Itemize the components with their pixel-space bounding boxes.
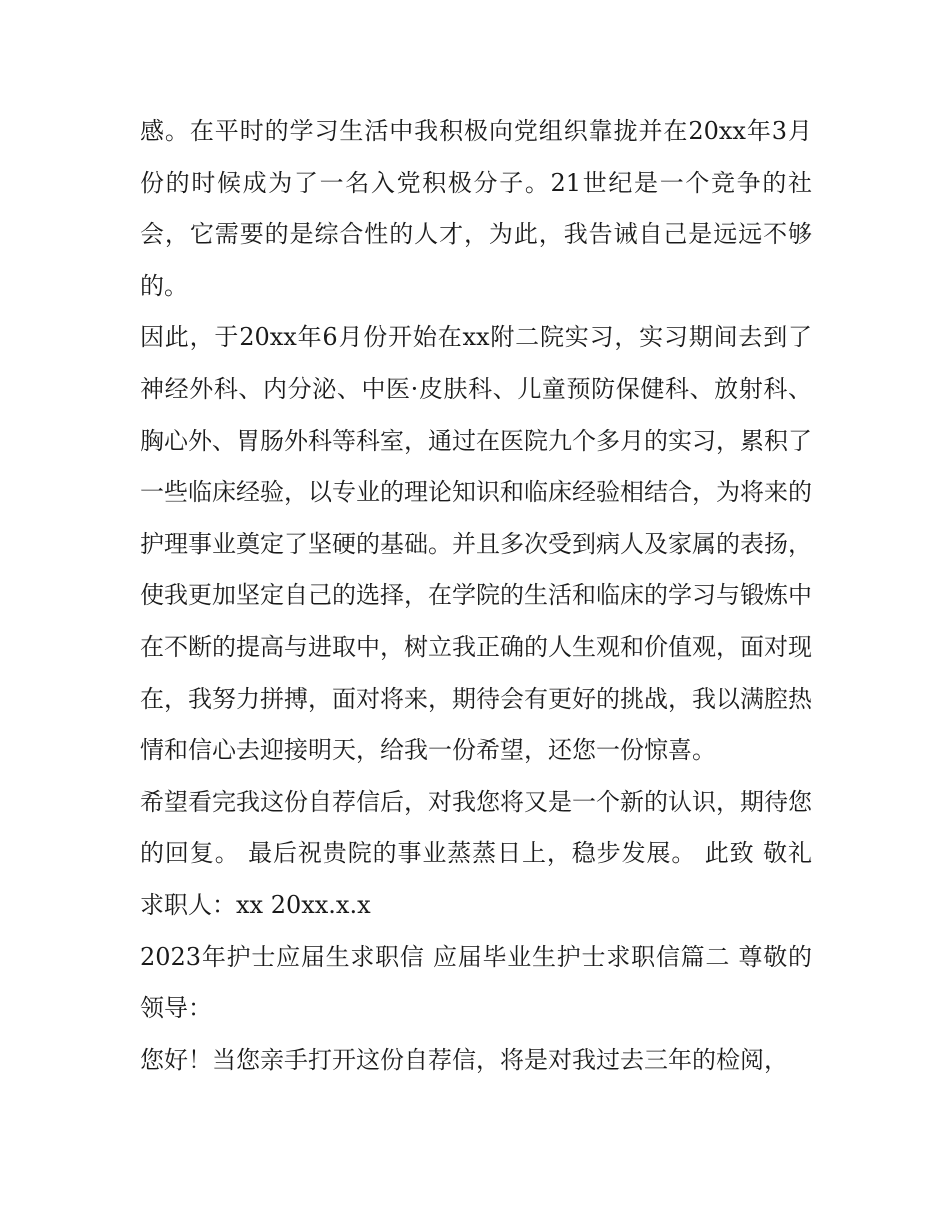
document-body — [140, 106, 812, 1086]
paragraph-self-improvement: 感。在平时的学习生活中我积极向党组织靠拢并在20xx年3月份的时候成为了一名入党积极分子。21世纪是一个竞争的社会，它需要的是综合性的人才，为此，我告诫自己是远远不够的。 — [140, 117, 812, 300]
paragraph-greeting: 您好！当您亲手打开这份自荐信，将是对我过去三年的检阅， — [140, 1045, 788, 1074]
paragraph-internship: 因此，于20xx年6月份开始在xx附二院实习，实习期间去到了神经外科、内分泌、中医·皮肤科、儿童预防保健科、放射科、胸心外、胃肠外科等科室，通过在医院九个多月的实习，累积了一些临床经验，以专业的理论知识和临床经验相结合，为将来的护理事业奠定了坚硬的基础。并且多次受到病人及家属的表扬，使我更加坚定自己的选择，在学院的生活和临床的学习与锻炼中在不断的提高与进取中，树立我正确的人生观和价值观，面对现在，我努力拼搏，面对将来，期待会有更好的挑战，我以满腔热情和信心去迎接明天，给我一份希望，还您一份惊喜。 — [140, 323, 812, 765]
paragraph-section-title: 2023年护士应届生求职信 应届毕业生护士求职信篇二 尊敬的领导： — [140, 942, 812, 1023]
paragraph-closing: 希望看完我这份自荐信后，对我您将又是一个新的认识，期待您的回复。 最后祝贵院的事业蒸蒸日上，稳步发展。 此致 敬礼 求职人：xx 20xx.x.x — [140, 787, 812, 919]
